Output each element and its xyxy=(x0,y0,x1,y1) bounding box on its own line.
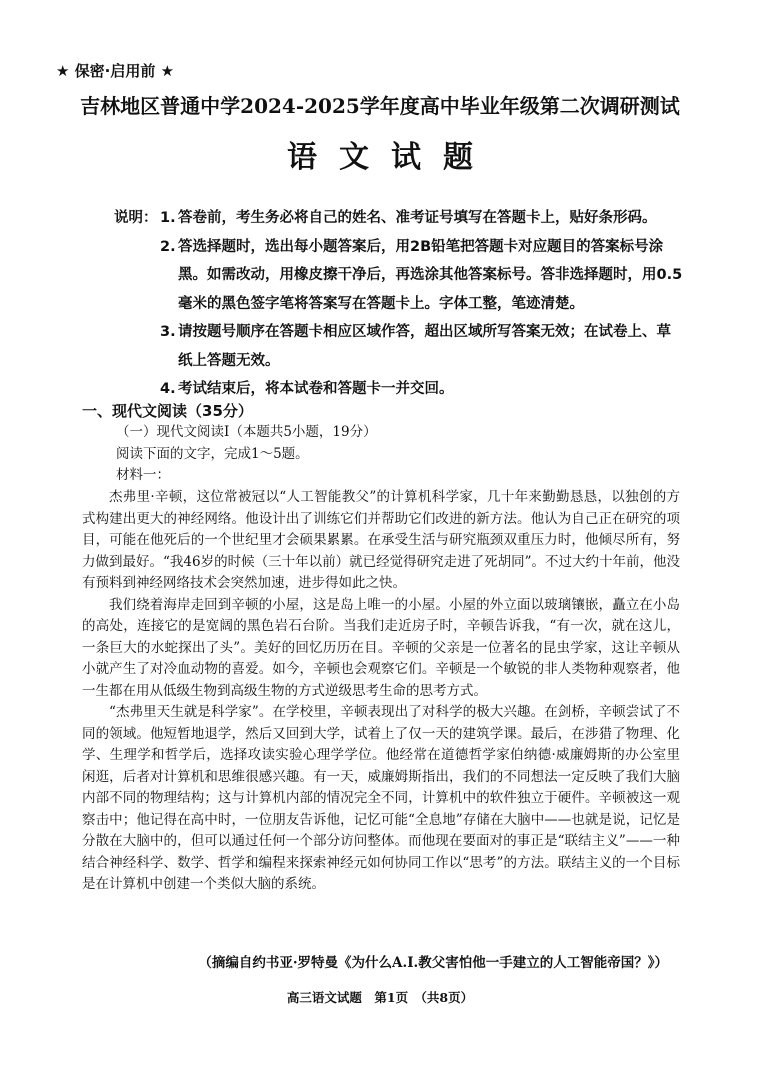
instruction-item: 2. 答选择题时，选出每小题答案后，用2B铅笔把答题卡对应题目的答案标号涂黑。如需改动，用橡皮擦干净后，再选涂其他答案标号。答非选择题时，用0.5毫米的黑色签字笔将答案写在答题卡上。字体工整，笔迹清楚。 xyxy=(160,238,683,312)
instruction-item: 说明： 1. 答卷前，考生务必将自己的姓名、准考证号填写在答题卡上，贴好条形码。 xyxy=(114,204,684,233)
passage-paragraph: 杰弗里·辛顿，这位常被冠以“人工智能教父”的计算机科学家，几十年来勤勤恳恳，以独创的方式构建出更大的神经网络。他设计出了训练它们并帮助它们改进的新方法。他认为自己正在研究的项目，可能在他死后的一个世纪里才会硕果累累。在承受生活与研究瓶颈双重压力时，他倾尽所有，努力做到最好。“我46岁的时候（三十年以前）就已经觉得研究走进了死胡同”。不过大约十年前，他没有预料到神经网络技术会突然加速，进步得如此之快。 xyxy=(82,489,680,591)
sub-heading: （一）现代文阅读Ⅰ（本题共5小题，19分） xyxy=(116,424,377,440)
reading-directive: 阅读下面的文字，完成1～5题。 xyxy=(116,445,309,462)
instruction-item: 4. 考试结束后，将本试卷和答题卡一并交回。 xyxy=(160,381,454,397)
section-meta xyxy=(116,422,377,487)
subject-title: 语文试题 xyxy=(287,140,495,175)
passage-paragraph: 我们绕着海岸走回到辛顿的小屋，这是岛上唯一的小屋。小屋的外立面以玻璃镶嵌，矗立在小岛的高处，连接它的是宽阔的黑色岩石台阶。当我们走近房子时，辛顿告诉我，“有一次，就在这儿，一条巨大的水蛇探出了头”。美好的回忆历历在目。辛顿的父亲是一位著名的昆虫学家，这让辛顿从小就产生了对冷血动物的喜爱。如今，辛顿也会观察它们。辛顿是一个敏锐的非人类物种观察者，他一生都在用从低级生物到高级生物的方式逆级思考生命的思考方式。 xyxy=(82,596,680,699)
instructions xyxy=(114,204,684,404)
reading-passage xyxy=(82,487,680,896)
material-label: 材料一： xyxy=(116,467,170,483)
passage-paragraph: “杰弗里天生就是科学家”。在学校里，辛顿表现出了对科学的极大兴趣。在剑桥，辛顿尝试了不同的领域。他短暂地退学，然后又回到大学，试着上了仅一天的建筑学课。最后，在涉猎了物理、化学、生理学和哲学后，选择攻读实验心理学学位。他经常在道德哲学家伯纳德·威廉姆斯的办公室里闲逛，后者对计算机和思维很感兴趣。有一天，威廉姆斯指出，我们的不同想法一定反映了我们大脑内部不同的物理结构；这与计算机内部的情况完全不同，计算机中的软件独立于硬件。辛顿被这一观察击中；他记得在高中时，一位朋友告诉他，记忆可能“全息地”存储在大脑中——也就是说，记忆是分散在大脑中的，但可以通过任何一个部分访问整体。而他现在要面对的事正是“联结主义”——一种结合神经科学、数学、哲学和编程来探索神经元如何协同工作以“思考”的方法。联结主义的一个目标是在计算机中创建一个类似大脑的系统。 xyxy=(82,704,680,892)
passage-source: （摘编自约书亚·罗特曼《为什么A.I.教父害怕他一手建立的人工智能帝国？》） xyxy=(198,955,668,971)
page-footer: 高三语文试题 第1页 （共8页） xyxy=(286,990,474,1005)
confidential-mark: ★ 保密·启用前 ★ xyxy=(56,62,175,80)
instruction-item: 3. 请按题号顺序在答题卡相应区域作答，超出区域所写答案无效；在试卷上、草纸上答题无效。 xyxy=(160,324,671,369)
section-heading: 一、现代文阅读（35分） xyxy=(82,402,253,420)
instructions-label: 说明： xyxy=(114,210,158,226)
exam-title: 吉林地区普通中学2024-2025学年度高中毕业年级第二次调研测试 xyxy=(80,94,680,118)
